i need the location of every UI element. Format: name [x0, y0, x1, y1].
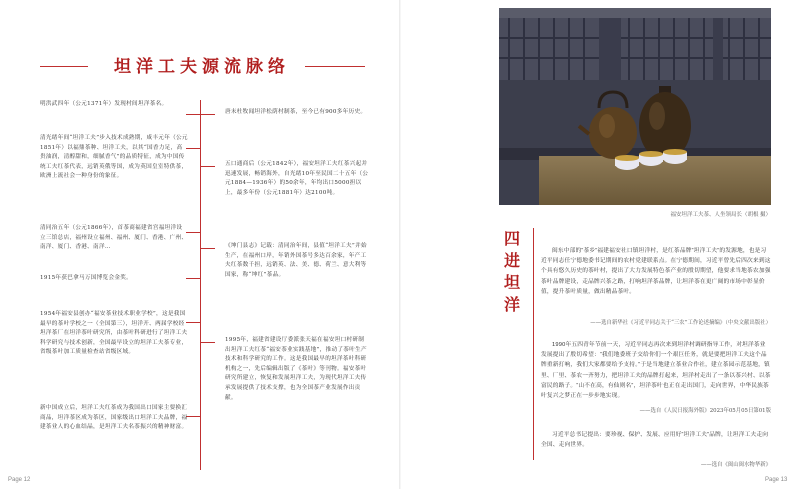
timeline-tick — [186, 416, 200, 417]
source-citation: ——选自《人民日报海外版》2023年05月05日第01版 — [639, 408, 771, 414]
timeline-tick — [186, 278, 200, 279]
timeline-entry-left: 明洪武四年（公元1371年）发现村间坦洋茶名。 — [40, 101, 168, 107]
timeline-tick — [201, 248, 215, 249]
timeline-entry-right: 1995年，福建省建设厅委派张天福在福安坦口村研制出坦洋工夫红茶“福安茶业实践基地”，推动了茶叶生产技术和科学研究的工作。这是我国最早的坦洋茶叶科研机构之一，先后编辑出版了《茶叶》等刊物。福安茶叶研究所建立，恢复和发展坦洋工夫，为现代坦洋工夫传承发展提供了技术支撑，也为全国茶产业发展作出贡献。 — [225, 337, 367, 401]
timeline-tick — [201, 114, 215, 115]
section-divider-line — [533, 228, 534, 460]
timeline-entry-left: 新中国成立后，坦洋工夫红茶成为我国出口国家主要换汇商品，坦洋茶区成为茶区，国家级出口坦洋工夫品牌，福建茶业人的心血结晶，是坦洋工夫名茶振兴的精神财富。 — [40, 405, 188, 431]
timeline-tick — [201, 166, 215, 167]
section-title-char: 洋 — [503, 295, 520, 314]
section-title-vertical — [502, 228, 522, 316]
title-rule-left — [40, 66, 88, 67]
timeline-tick — [186, 232, 200, 233]
timeline-axis — [200, 100, 201, 470]
page-number-right: Page 13 — [765, 477, 788, 483]
photo-caption: 福安坦洋工夫茶、人坐领局长（胡根 摄） — [670, 212, 771, 218]
timeline-entry-left: 清光绪年间“坦洋工夫”步入技术成熟期，咸丰元年（公元1851年）以福鼎茶种、坦洋工夫，以其“国香力足，高贵油润，清醇甜和，细腻香气”的品质特征，成为中国传统工夫红茶代表，远销英俄等国，成为英国皇室特供茶，欧洲上流社会一种身份的象征。 — [40, 135, 188, 180]
timeline-tick — [186, 148, 200, 149]
page-number-left: Page 12 — [8, 477, 31, 483]
section-title-char: 坦 — [503, 273, 520, 292]
page-title: 坦洋工夫源流脉络 — [114, 57, 290, 77]
body-paragraph: 习近平总书记提出：要珍视、保护、发展、应用好“坦洋工夫”品牌，让坦洋工夫走向全国、走向世界。 — [541, 432, 769, 449]
tea-photo — [499, 8, 771, 205]
timeline-entry-left: 清同治五年（公元1866年），首茶商福建省宫福坦洋设立三馆总店，福州设立福州、福州、厦门、香港、广州、南洋、厦门、香港、南洋… — [40, 225, 188, 251]
timeline-entry-left: 1915年获巴拿马万国博览会金奖。 — [40, 275, 133, 281]
timeline-tick — [186, 114, 200, 115]
body-paragraph: 闽东中部的“茶乡”福建福安社口镇坦洋村，是红茶品牌“坦洋工夫”的发源地，也是习近平同志任宁德地委书记期间的农村党建联系点。在宁德期间，习近平曾先后四次来到这个具有悠久历史的茶叶村，提出了大力发展特色茶产业的殷切期望，他要求当地茶农加强茶叶品牌建设，走品牌兴茶之路，打响坦洋茶品牌，让坦洋茶在更广阔的市场中彰显价值，提升茶叶质量，做出精品茶叶。 — [541, 248, 771, 295]
source-citation: ——选自新华社《习近平同志关于“三农”工作论述摘编》（中央文献出版社） — [590, 320, 771, 326]
section-title-char: 进 — [503, 251, 520, 270]
title-rule-right — [305, 66, 365, 67]
timeline-entry-left: 1954年福安县创办“福安茶业技术职业学校”，这是我国最早的茶叶学校之一（全国第三），坦洋开、两届学校经坦洋茶厂在坦洋茶叶研究所，由茶叶科研进行了坦洋工夫科学研究与技术创新，全国最早设立的坦洋工夫茶专业，省级茶叶加工质量检查站省级区域。 — [40, 311, 188, 356]
timeline-entry-right: 五口通商后（公元1842年），福安坦洋工夫红茶兴起并迅速发展，畅销海外，自光绪10年至民国二十五年（公元1884—1936年）的50余年，年均出口5000担以上，最多年份（公元1881年）达2100吨。 — [225, 161, 369, 196]
right-page — [401, 0, 800, 489]
timeline-tick — [186, 322, 200, 323]
teaware-illustration — [499, 8, 771, 205]
body-paragraph: 1990年五四青年节前一天，习近平同志再次来到坦洋村调研指导工作，对坦洋茶业发展提出了殷切希望：“我们地委班子交给你们一个艰巨任务，就是要把坦洋工夫这个品牌重新打响，我们大家都要给予支持。”于是当地建立茶业合作社，建立茶园示范基地，镇里、厂里、茶农一齐努力，把坦洋工夫的品牌打起来，坦洋村走出了一条以茶兴村、以茶富民的路子。“山不在高，有仙则名”，坦洋茶叶也正在走出国门，走向世界，中华民族茶叶复兴之梦正在一步步地实现。 — [541, 342, 771, 400]
timeline-entry-right: 《坤门县志》记载：清同治年间，县值“坦洋工夫”并始生产，在福州口岸，年销外国茶号多达百余家，年产工夫红茶数千担，远销英、法、美、德、荷兰、意大利等国家，称“坤红”茶品。 — [225, 243, 367, 278]
section-title-char: 四 — [503, 229, 520, 248]
source-citation: ——选自《闽山闽水物华新》 — [700, 462, 771, 468]
timeline-entry-right: 唐末杜牧闻坦洋松荫村制茶，至今已有900多年历史。 — [225, 109, 367, 115]
timeline-tick — [201, 342, 215, 343]
